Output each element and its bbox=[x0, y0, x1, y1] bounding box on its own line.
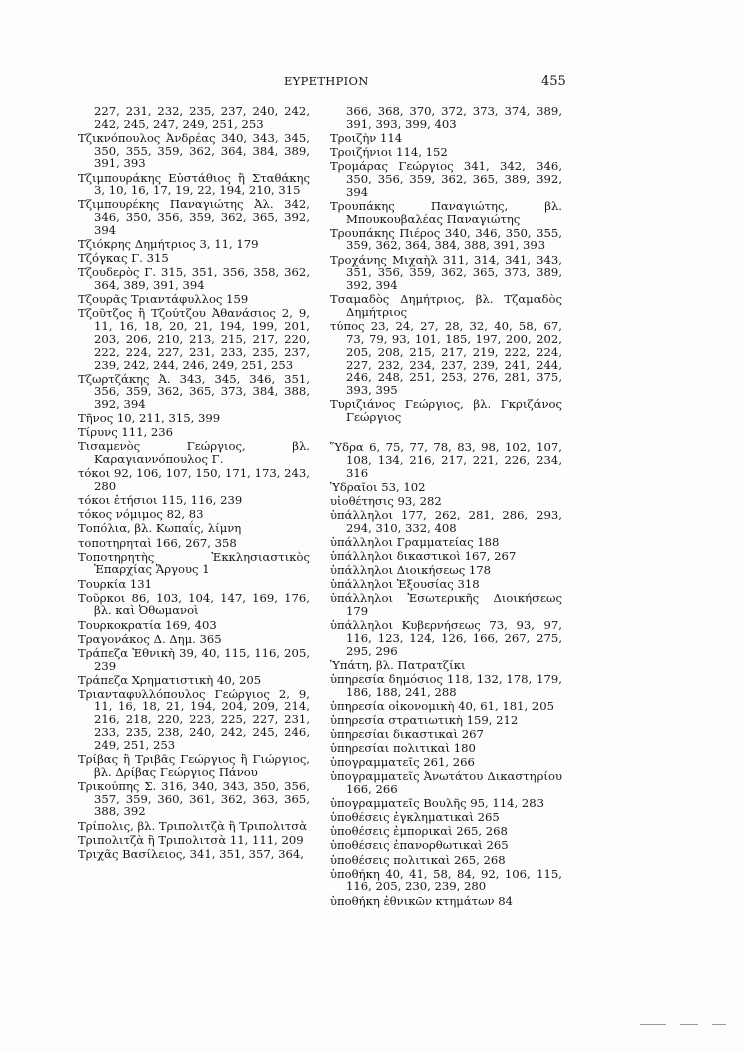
index-entry: ὑποθήκη ἐθνικῶν κτημάτων 84 bbox=[330, 893, 514, 908]
index-entry: ὑποθέσεις πολιτικαὶ 265, 268 bbox=[330, 852, 506, 867]
index-entry: ὑποθήκη 40, 41, 58, 84, 92, 106, 115, 116, 205, 230, 239, 280 bbox=[330, 866, 562, 894]
index-entry: Τζοῦτζος ἢ Τζούτζου Ἀθανάσιος 2, 9, 11, 16, 18, 20, 21, 194, 199, 201, 203, 206, 210, 213, 215, 217, 220, 222, 224, 227, 231, 233, 235, 237, 239, 242, 244, 246, 249, 251, 253 bbox=[78, 306, 310, 372]
index-entry: Τζωρτζάκης Ἀ. 343, 345, 346, 351, 356, 359, 362, 365, 373, 384, 388, 392, 394 bbox=[78, 371, 310, 412]
index-entry: Τζικνόπουλος Ἀνδρέας 340, 343, 345, 350, 355, 359, 362, 364, 384, 389, 391, 393 bbox=[78, 130, 310, 171]
index-entry: Τζουρᾶς Τριαντάφυλλος 159 bbox=[78, 292, 249, 307]
index-column-left bbox=[78, 105, 310, 862]
index-entry: ὑπάλληλοι Ἐξουσίας 318 bbox=[330, 577, 480, 592]
scan-artifact-dash bbox=[712, 1024, 726, 1025]
index-entry: Τραγονάκος Δ. Δημ. 365 bbox=[78, 631, 222, 646]
index-entry-continued: 366, 368, 370, 372, 373, 374, 389, 391, 393, 399, 403 bbox=[346, 104, 562, 131]
index-entry: ὑπηρεσίαι δικαστικαὶ 267 bbox=[330, 726, 484, 741]
index-entry: Ὑπάτη, βλ. Πατρατζίκι bbox=[330, 657, 466, 672]
scan-artifact-dash bbox=[640, 1024, 666, 1025]
index-entry: ὑπάλληλοι Κυβερνήσεως 73, 93, 97, 116, 123, 124, 126, 166, 267, 275, 295, 296 bbox=[330, 618, 562, 658]
index-entry: υἱοθέτησις 93, 282 bbox=[330, 493, 442, 508]
index-column-right bbox=[330, 105, 562, 909]
index-entry: ὑποθέσεις ἐγκληματικαὶ 265 bbox=[330, 810, 500, 825]
index-entry: ὑπάλληλοι δικαστικοὶ 167, 267 bbox=[330, 548, 517, 563]
index-entry: Τριχᾶς Βασίλειος, 341, 351, 357, 364, bbox=[78, 846, 304, 861]
index-entry: τόκοι 92, 106, 107, 150, 171, 173, 243, 280 bbox=[78, 466, 310, 494]
index-entry: Τζόγκας Γ. 315 bbox=[78, 251, 169, 266]
index-entry: Τοπόλια, βλ. Κωπαΐς, λίμνη bbox=[78, 521, 242, 536]
index-entry: Τουρκοκρατία 169, 403 bbox=[78, 617, 217, 632]
index-entry: Τροιζήνιοι 114, 152 bbox=[330, 144, 448, 159]
index-entry: ὑπάλληλοι Ἐσωτερικῆς Διοικήσεως 179 bbox=[330, 591, 562, 619]
index-entry: τόκοι ἐτήσιοι 115, 116, 239 bbox=[78, 493, 243, 508]
index-entry: Τῆνος 10, 211, 315, 399 bbox=[78, 411, 221, 426]
index-entry: Τζιμπουρέκης Παναγιώτης Ἀλ. 342, 346, 350, 356, 359, 362, 365, 392, 394 bbox=[78, 197, 310, 238]
index-entry: ὑποθέσεις ἐμπορικαὶ 265, 268 bbox=[330, 824, 508, 839]
index-entry: Τράπεζα Χρηματιστικὴ 40, 205 bbox=[78, 672, 262, 687]
index-entry: Ὑδραῖοι 53, 102 bbox=[330, 479, 426, 494]
index-entry: Ὕδρα 6, 75, 77, 78, 83, 98, 102, 107, 108, 134, 216, 217, 221, 226, 234, 316 bbox=[330, 440, 562, 480]
index-entry: Τοποτηρητὴς Ἐκκλησιαστικὸς Ἐπαρχίας Ἄργους 1 bbox=[78, 549, 310, 577]
index-entry: ὑπηρεσία οἰκονομικὴ 40, 61, 181, 205 bbox=[330, 698, 555, 713]
index-entry: Τσαμαδὸς Δημήτριος, βλ. Τζαμαδὸς Δημήτριος bbox=[330, 292, 562, 320]
index-entry: ὑπηρεσία στρατιωτικὴ 159, 212 bbox=[330, 712, 519, 727]
index-entry: Τοῦρκοι 86, 103, 104, 147, 169, 176, βλ. καὶ Ὀθωμανοὶ bbox=[78, 590, 310, 618]
index-entry: Τροιζὴν 114 bbox=[330, 130, 403, 145]
index-entry: τοποτηρηταὶ 166, 267, 358 bbox=[78, 535, 237, 550]
index-entry: Τζιόκρης Δημήτριος 3, 11, 179 bbox=[78, 237, 259, 252]
index-entry: Τισαμενὸς Γεώργιος, βλ. Καραγιαννόπουλος Γ. bbox=[78, 439, 310, 467]
index-entry: Τρικούπης Σ. 316, 340, 343, 350, 356, 357, 359, 360, 361, 362, 363, 365, 388, 392 bbox=[78, 778, 310, 819]
page-number: 455 bbox=[541, 74, 566, 89]
index-entry: Τρομάρας Γεώργιος 341, 342, 346, 350, 356, 359, 362, 365, 389, 392, 394 bbox=[330, 159, 562, 199]
index-entry: ὑπογραμματεῖς Ἀνωτάτου Δικαστηρίου 166, 266 bbox=[330, 769, 562, 797]
index-entry: ὑπηρεσία δημόσιος 118, 132, 178, 179, 186, 188, 241, 288 bbox=[330, 671, 562, 699]
index-entry: Τριανταφυλλόπουλος Γεώργιος 2, 9, 11, 16, 18, 21, 194, 204, 209, 214, 216, 218, 220, 223, 225, 227, 231, 233, 235, 238, 240, 242, 245, 246, 249, 251, 253 bbox=[78, 686, 310, 752]
scan-artifact-dash bbox=[680, 1024, 698, 1025]
index-entry: Τίρυνς 111, 236 bbox=[78, 425, 173, 440]
index-entry: Τράπεζα Ἐθνικὴ 39, 40, 115, 116, 205, 239 bbox=[78, 645, 310, 673]
index-entry: Τουρκία 131 bbox=[78, 576, 153, 591]
index-entry: Τροχάνης Μιχαὴλ 311, 314, 341, 343, 351, 356, 359, 362, 365, 373, 389, 392, 394 bbox=[330, 252, 562, 293]
section-gap bbox=[330, 425, 562, 441]
index-entry: ὑπάλληλοι Γραμματείας 188 bbox=[330, 534, 500, 549]
index-entry: Τριπολιτζὰ ἢ Τριπολιτσὰ 11, 111, 209 bbox=[78, 832, 304, 847]
running-header: ΕΥΡΕΤΗΡΙΟΝ bbox=[284, 74, 369, 88]
index-entry: Τζουδερὸς Γ. 315, 351, 356, 358, 362, 364, 389, 391, 394 bbox=[78, 265, 310, 293]
index-entry: ὑπάλληλοι Διοικήσεως 178 bbox=[330, 563, 492, 578]
index-entry: Τζιμπουράκης Εὐστάθιος ἢ Σταθάκης 3, 10, 16, 17, 19, 22, 194, 210, 315 bbox=[78, 170, 310, 198]
index-entry: Τρουπάκης Πιέρος 340, 346, 350, 355, 359, 362, 364, 384, 388, 391, 393 bbox=[330, 225, 562, 253]
index-entry: ὑπογραμματεῖς 261, 266 bbox=[330, 755, 475, 770]
index-entry: ὑπάλληλοι 177, 262, 281, 286, 293, 294, 310, 332, 408 bbox=[330, 507, 562, 535]
index-entry: ὑπηρεσίαι πολιτικαὶ 180 bbox=[330, 741, 476, 756]
index-entry: ὑποθέσεις ἐπανορθωτικαὶ 265 bbox=[330, 838, 509, 853]
index-entry: Τυριζιάνος Γεώργιος, βλ. Γκριζάνος Γεώργιος bbox=[330, 397, 562, 424]
index-entry: τύπος 23, 24, 27, 28, 32, 40, 58, 67, 73, 79, 93, 101, 185, 197, 200, 202, 205, 208, 215, 217, 219, 222, 224, 227, 232, 234, 237, 239, 241, 244, 246, 248, 251, 253, 276, 281, 375, 393, 395 bbox=[330, 319, 562, 398]
index-entry: Τρουπάκης Παναγιώτης, βλ. Μπουκουβαλέας Παναγιώτης bbox=[330, 198, 562, 226]
index-entry: Τρίπολις, βλ. Τριπολιτζὰ ἢ Τριπολιτσὰ bbox=[78, 818, 308, 833]
index-entry: Τρίβας ἢ Τριβᾶς Γεώργιος ἢ Γιώργιος, βλ. Δρίβας Γεώργιος Πάνου bbox=[78, 751, 310, 779]
index-entry: ὑπογραμματεῖς Βουλῆς 95, 114, 283 bbox=[330, 796, 545, 811]
index-entry: τόκος νόμιμος 82, 83 bbox=[78, 507, 204, 522]
index-entry-continued: 227, 231, 232, 235, 237, 240, 242, 242, 245, 247, 249, 251, 253 bbox=[94, 104, 310, 131]
